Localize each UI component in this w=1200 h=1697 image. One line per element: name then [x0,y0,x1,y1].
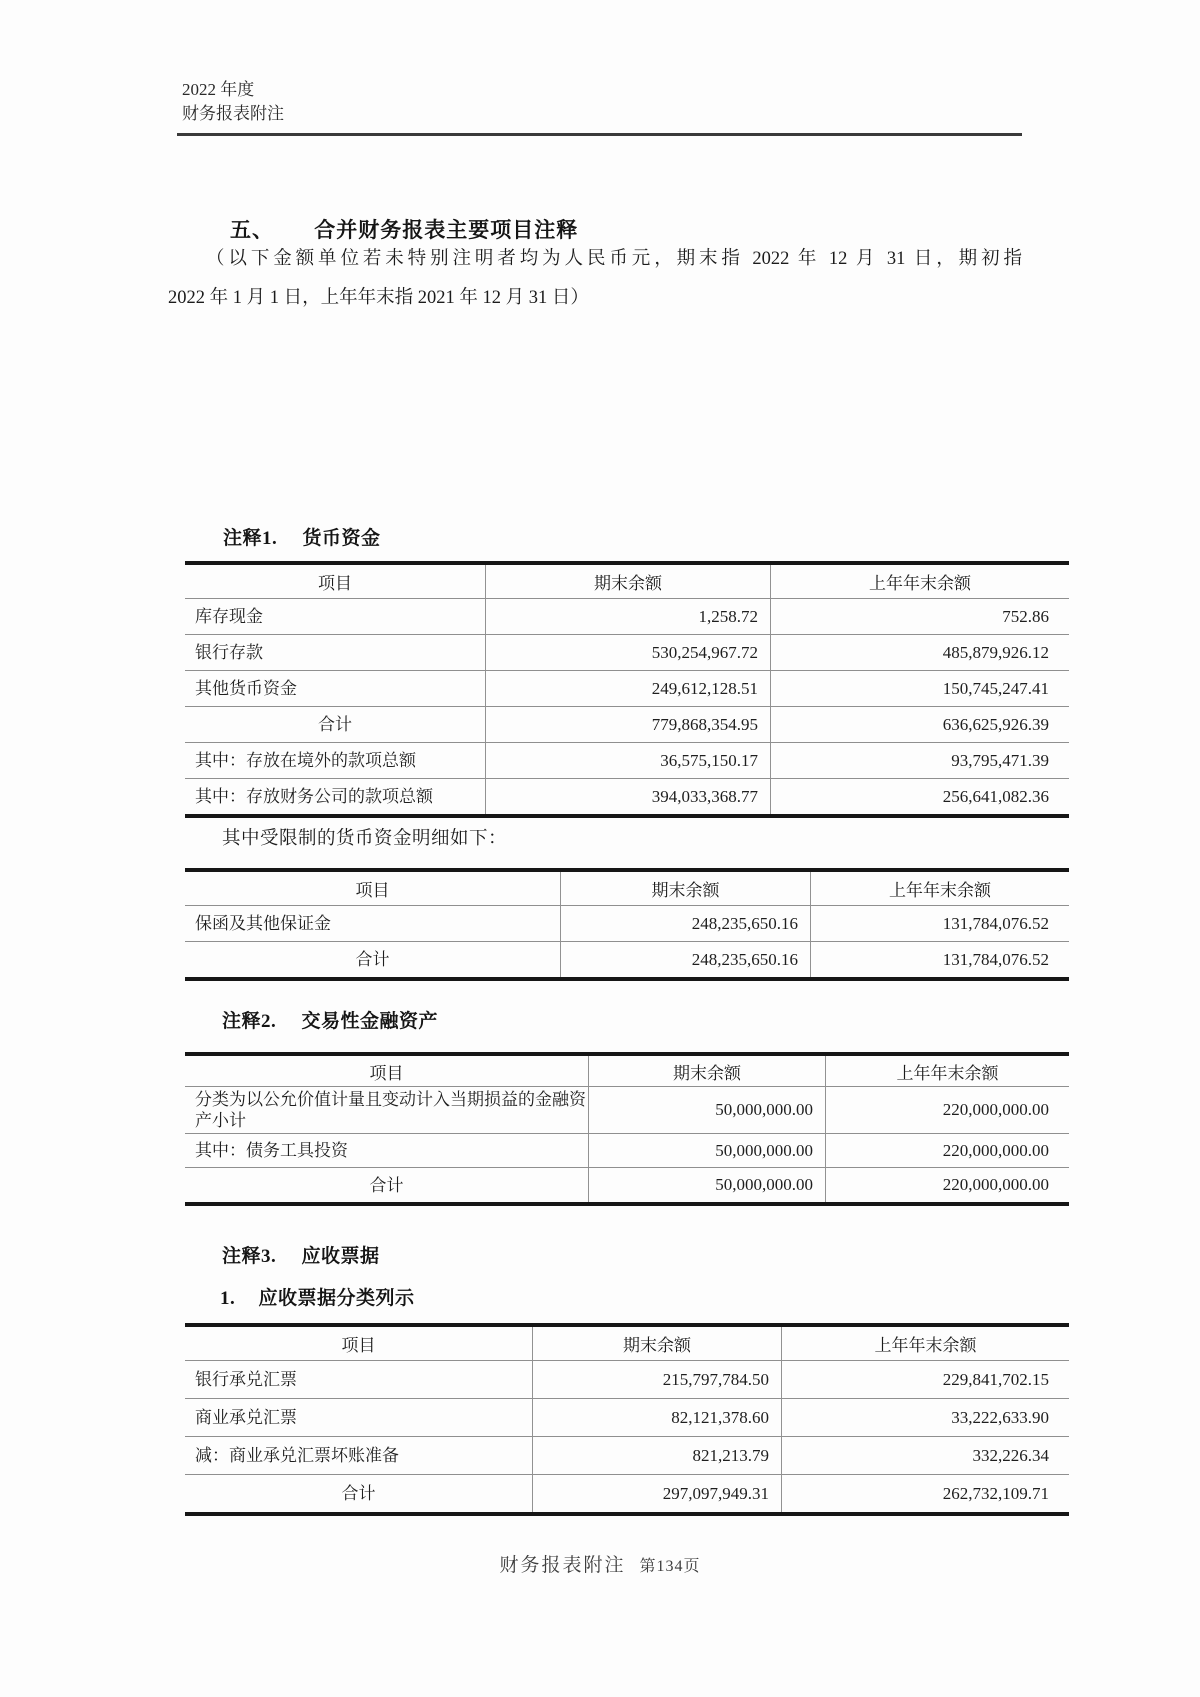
table-total-row [185,706,1069,742]
current-balance-cell: 50,000,000.00 [588,1087,825,1133]
item-cell: 其中：存放财务公司的款项总额 [195,787,433,806]
current-balance-cell: 248,235,650.16 [560,942,810,977]
current-balance-cell: 50,000,000.00 [588,1168,825,1202]
column-header-item: 项目 [369,1063,404,1083]
column-header-prior: 上年年末余额 [781,1327,1069,1360]
current-balance-cell: 530,254,967.72 [485,635,770,670]
intro-paragraph [168,244,1022,313]
item-cell: 商业承兑汇票 [195,1408,297,1427]
restricted-cash-table [185,868,1069,981]
table-row [185,1360,1069,1398]
current-balance-cell: 821,213.79 [532,1437,781,1474]
prior-balance-cell: 220,000,000.00 [825,1087,1069,1133]
prior-balance-cell: 332,226.34 [781,1437,1069,1474]
item-cell: 保函及其他保证金 [195,914,331,933]
current-balance-cell: 82,121,378.60 [532,1399,781,1436]
table-row [185,1133,1069,1167]
prior-balance-cell: 752.86 [770,599,1069,634]
item-cell: 分类为以公允价值计量且变动计入当期损益的金融资产小计 [195,1090,586,1130]
table-total-row [185,941,1069,977]
column-header-prior: 上年年末余额 [770,565,1069,598]
current-balance-cell: 215,797,784.50 [532,1361,781,1398]
total-label-cell: 合计 [318,715,352,734]
intro-line-1: （以下金额单位若未特别注明者均为人民币元，期末指 2022 年 12 月 31 日，期初指 [206,249,1022,269]
note1-heading [223,523,381,550]
prior-balance-cell: 150,745,247.41 [770,671,1069,706]
item-cell: 银行存款 [195,643,263,662]
footer-doc-name: 财务报表附注 [499,1555,626,1576]
note2-heading [222,1006,438,1033]
current-balance-cell: 297,097,949.31 [532,1475,781,1512]
table-row [185,670,1069,706]
header-doc-line: 财务报表附注 [182,104,284,123]
current-balance-cell: 249,612,128.51 [485,671,770,706]
column-header-item: 项目 [341,1336,376,1355]
prior-balance-cell: 229,841,702.15 [781,1361,1069,1398]
section-title [230,214,578,244]
table-row [185,1436,1069,1474]
table-row [185,1398,1069,1436]
header-rule [177,133,1022,136]
trading-assets-table [185,1052,1069,1206]
restricted-funds-note: 其中受限制的货币资金明细如下： [222,829,508,849]
column-header-item: 项目 [355,881,390,900]
current-balance-cell: 1,258.72 [485,599,770,634]
table-row [185,598,1069,634]
cash-table [185,561,1069,818]
table-row [185,778,1069,814]
prior-balance-cell: 33,222,633.90 [781,1399,1069,1436]
column-header-current: 期末余额 [560,872,810,905]
table-header-row [185,1056,1069,1086]
column-header-item: 项目 [318,574,352,593]
table-row [185,634,1069,670]
current-balance-cell: 36,575,150.17 [485,743,770,778]
footer-page-number: 第134页 [639,1558,701,1575]
section-title-number: 五、 [230,218,274,242]
current-balance-cell: 779,868,354.95 [485,707,770,742]
item-cell: 其中：存放在境外的款项总额 [195,751,416,770]
page-footer [0,1550,1200,1577]
column-header-current: 期末余额 [588,1056,825,1086]
item-cell: 其中：债务工具投资 [195,1141,348,1160]
prior-balance-cell: 636,625,926.39 [770,707,1069,742]
page-header [182,78,284,126]
column-header-prior: 上年年末余额 [825,1056,1069,1086]
section-title-text: 合并财务报表主要项目注释 [314,218,579,242]
note3-label: 注释3. [222,1246,277,1267]
total-label-cell: 合计 [369,1175,404,1195]
note3-heading [222,1241,380,1268]
prior-balance-cell: 220,000,000.00 [825,1168,1069,1202]
item-cell: 减：商业承兑汇票坏账准备 [195,1446,399,1465]
prior-balance-cell: 220,000,000.00 [825,1134,1069,1167]
subsection-title: 应收票据分类列示 [258,1288,415,1309]
table-header-row [185,872,1069,905]
notes-receivable-table [185,1323,1069,1516]
table-row [185,1086,1069,1133]
table-header-row [185,565,1069,598]
column-header-current: 期末余额 [532,1327,781,1360]
column-header-prior: 上年年末余额 [810,872,1069,905]
column-header-current: 期末余额 [485,565,770,598]
note2-title: 交易性金融资产 [301,1011,439,1032]
prior-balance-cell: 131,784,076.52 [810,942,1069,977]
current-balance-cell: 50,000,000.00 [588,1134,825,1167]
table-row [185,905,1069,941]
note3-subsection-heading [220,1283,415,1310]
prior-balance-cell: 262,732,109.71 [781,1475,1069,1512]
table-total-row [185,1474,1069,1512]
table-header-row [185,1327,1069,1360]
current-balance-cell: 394,033,368.77 [485,779,770,814]
total-label-cell: 合计 [341,1484,376,1503]
prior-balance-cell: 131,784,076.52 [810,906,1069,941]
current-balance-cell: 248,235,650.16 [560,906,810,941]
item-cell: 其他货币资金 [195,679,297,698]
prior-balance-cell: 93,795,471.39 [770,743,1069,778]
prior-balance-cell: 485,879,926.12 [770,635,1069,670]
total-label-cell: 合计 [355,950,390,969]
table-row [185,742,1069,778]
item-cell: 银行承兑汇票 [195,1370,297,1389]
note1-title: 货币资金 [302,528,381,549]
prior-balance-cell: 256,641,082.36 [770,779,1069,814]
header-year-line: 2022 年度 [182,80,255,99]
intro-line-2: 2022 年 1 月 1 日，上年年末指 2021 年 12 月 31 日） [168,288,589,308]
subsection-number: 1. [220,1288,236,1309]
note1-label: 注释1. [223,528,278,549]
note3-title: 应收票据 [301,1246,380,1267]
note2-label: 注释2. [222,1011,277,1032]
table-total-row [185,1167,1069,1202]
item-cell: 库存现金 [195,607,263,626]
